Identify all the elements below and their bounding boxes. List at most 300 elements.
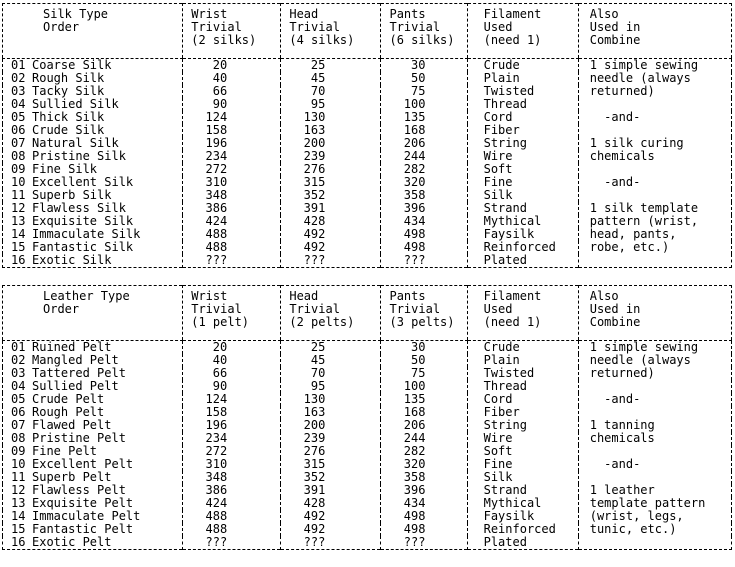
silk-row-16-wrist-cell — [183, 254, 281, 268]
leather-header-also-line: Used in — [589, 302, 641, 316]
silk-row-13-wrist-cell — [183, 215, 281, 228]
head-value: 95 — [310, 380, 326, 393]
wrist-value: 424 — [205, 497, 228, 510]
filament-value: Fiber — [483, 124, 520, 137]
leather-row-15-type-cell — [3, 523, 183, 536]
leather-row-04-type-cell — [3, 380, 183, 393]
silk-row-09-also-cell — [578, 163, 731, 176]
leather-row-01-type-cell — [3, 341, 183, 355]
also-value: head, pants, — [589, 228, 677, 241]
leather-row-08 — [3, 432, 732, 445]
type-value: Superb Pelt — [32, 471, 112, 484]
wrist-value: 124 — [205, 393, 228, 406]
pants-value: 498 — [403, 523, 426, 536]
silk-row-05 — [3, 111, 732, 124]
leather-row-06 — [3, 406, 732, 419]
leather-table-body — [3, 341, 732, 550]
leather-row-07 — [3, 419, 732, 432]
filament-value: Fiber — [483, 406, 520, 419]
head-value: 352 — [303, 471, 326, 484]
silk-row-14-wrist-cell — [183, 228, 281, 241]
silk-row-02 — [3, 72, 732, 85]
filament-value: Fine — [483, 458, 513, 471]
leather-header-also-line: Combine — [589, 315, 641, 329]
leather-row-03-wrist-cell — [183, 367, 281, 380]
silk-row-04 — [3, 98, 732, 111]
leather-row-16-pants-cell — [381, 536, 467, 550]
silk-row-10-filament-cell — [467, 176, 578, 189]
leather-row-10-pants-cell — [381, 458, 467, 471]
type-value: 09 — [11, 445, 26, 458]
silk-row-04-head-cell — [281, 98, 381, 111]
leather-row-01-also-cell — [578, 341, 731, 355]
silk-row-04-also-cell — [578, 98, 731, 111]
head-value: 45 — [310, 354, 326, 367]
silk-row-09-type-cell — [3, 163, 183, 176]
type-value: Ruined Pelt — [32, 340, 112, 354]
leather-row-16-wrist-cell — [183, 536, 281, 550]
pants-value: 358 — [403, 189, 426, 202]
leather-header-filament-line: (need 1) — [483, 315, 542, 329]
head-value: 200 — [303, 419, 326, 432]
type-value: Excellent Pelt — [32, 458, 134, 471]
leather-row-05-type-cell — [3, 393, 183, 406]
type-value: 15 — [11, 523, 26, 536]
wrist-value: 196 — [205, 137, 228, 150]
filament-value: Wire — [483, 150, 513, 163]
leather-header-also — [578, 286, 731, 341]
silk-row-02-pants-cell — [381, 72, 467, 85]
pants-value: 498 — [403, 510, 426, 523]
leather-row-13-filament-cell — [467, 497, 578, 510]
type-value: 10 — [11, 458, 26, 471]
head-value: 391 — [303, 202, 326, 215]
also-value: 1 simple sewing — [589, 58, 699, 72]
type-value: 13 — [11, 497, 26, 510]
leather-row-01-filament-cell — [467, 341, 578, 355]
type-value: 11 — [11, 471, 26, 484]
type-value: 01 — [11, 58, 26, 72]
leather-row-07-head-cell — [281, 419, 381, 432]
silk-header-type — [3, 4, 183, 59]
leather-row-14-pants-cell — [381, 510, 467, 523]
silk-row-10-wrist-cell — [183, 176, 281, 189]
pants-value: 50 — [411, 354, 426, 367]
head-value: 492 — [303, 510, 326, 523]
head-value: 276 — [303, 445, 326, 458]
head-value: 492 — [303, 523, 326, 536]
leather-row-10-type-cell — [3, 458, 183, 471]
leather-row-10-head-cell — [281, 458, 381, 471]
leather-row-09 — [3, 445, 732, 458]
leather-header-type — [3, 286, 183, 341]
silk-row-11-filament-cell — [467, 189, 578, 202]
head-value: 45 — [310, 72, 326, 85]
type-value: Mangled Pelt — [32, 354, 119, 367]
leather-row-09-head-cell — [281, 445, 381, 458]
silk-row-04-type-cell — [3, 98, 183, 111]
pants-value: 282 — [403, 445, 426, 458]
leather-row-15-also-cell — [578, 523, 731, 536]
silk-row-15-pants-cell — [381, 241, 467, 254]
type-value: Natural Silk — [32, 137, 119, 150]
silk-row-05-also-cell — [578, 111, 731, 124]
filament-value: Twisted — [483, 367, 535, 380]
leather-row-12-also-cell — [578, 484, 731, 497]
leather-row-14-wrist-cell — [183, 510, 281, 523]
type-value: Pristine Silk — [32, 150, 126, 163]
silk-row-14 — [3, 228, 732, 241]
leather-row-11-wrist-cell — [183, 471, 281, 484]
silk-row-13-filament-cell — [467, 215, 578, 228]
type-value: 14 — [11, 510, 26, 523]
silk-row-16-filament-cell — [467, 254, 578, 268]
silk-row-03-filament-cell — [467, 85, 578, 98]
silk-row-02-also-cell — [578, 72, 731, 85]
leather-row-09-type-cell — [3, 445, 183, 458]
filament-value: Mythical — [483, 215, 542, 228]
head-value: 130 — [303, 111, 326, 124]
silk-row-03 — [3, 85, 732, 98]
wrist-value: ??? — [205, 536, 228, 549]
filament-value: Strand — [483, 202, 527, 215]
silk-header-also-line: Combine — [589, 33, 641, 47]
type-value: 06 — [11, 406, 26, 419]
silk-row-02-type-cell — [3, 72, 183, 85]
silk-header-head-line: Head — [289, 7, 319, 21]
type-value: 02 — [11, 354, 26, 367]
silk-header-head-line: Trivial — [289, 20, 340, 34]
leather-row-12 — [3, 484, 732, 497]
type-value: 05 — [11, 111, 26, 124]
head-value: ??? — [303, 254, 326, 267]
silk-row-03-type-cell — [3, 85, 183, 98]
also-value: 1 tanning — [589, 419, 655, 432]
leather-row-05-pants-cell — [381, 393, 467, 406]
silk-header-also — [578, 4, 731, 59]
leather-row-08-type-cell — [3, 432, 183, 445]
filament-value: Reinforced — [483, 523, 556, 536]
pants-value: 135 — [403, 393, 426, 406]
type-value: Exotic Silk — [32, 254, 112, 267]
silk-row-06-pants-cell — [381, 124, 467, 137]
type-value: 08 — [11, 432, 26, 445]
silk-header-filament-line: Filament — [483, 7, 542, 21]
leather-header-also-line: Also — [589, 289, 619, 303]
leather-row-04-pants-cell — [381, 380, 467, 393]
filament-value: Wire — [483, 432, 513, 445]
silk-row-07-type-cell — [3, 137, 183, 150]
leather-row-13-pants-cell — [381, 497, 467, 510]
also-value: -and- — [589, 393, 641, 406]
filament-value: Plain — [483, 354, 520, 367]
pants-value: 320 — [403, 176, 426, 189]
silk-row-02-filament-cell — [467, 72, 578, 85]
also-value: 1 simple sewing — [589, 340, 699, 354]
leather-row-15-wrist-cell — [183, 523, 281, 536]
wrist-value: 124 — [205, 111, 228, 124]
wrist-value: 386 — [205, 484, 228, 497]
filament-value: String — [483, 137, 527, 150]
also-value: -and- — [589, 458, 641, 471]
wrist-value: 40 — [212, 72, 228, 85]
silk-row-11-type-cell — [3, 189, 183, 202]
also-value: pattern (wrist, — [589, 215, 699, 228]
leather-row-16-type-cell — [3, 536, 183, 550]
pants-value: 168 — [403, 406, 426, 419]
silk-row-12-filament-cell — [467, 202, 578, 215]
pants-value: 244 — [403, 150, 426, 163]
silk-row-09 — [3, 163, 732, 176]
pants-value: 434 — [403, 215, 426, 228]
leather-header-head-line: Trivial — [289, 302, 340, 316]
type-value: Crude Silk — [32, 124, 105, 137]
head-value: 163 — [303, 406, 326, 419]
leather-row-06-head-cell — [281, 406, 381, 419]
silk-row-05-pants-cell — [381, 111, 467, 124]
also-value: chemicals — [589, 150, 655, 163]
type-value: 01 — [11, 340, 26, 354]
head-value: 163 — [303, 124, 326, 137]
leather-row-07-wrist-cell — [183, 419, 281, 432]
filament-value: Plain — [483, 72, 520, 85]
silk-row-15-head-cell — [281, 241, 381, 254]
leather-row-13-wrist-cell — [183, 497, 281, 510]
type-value: 05 — [11, 393, 26, 406]
pants-value: 75 — [411, 85, 426, 98]
wrist-value: 66 — [212, 367, 228, 380]
silk-row-01-pants-cell — [381, 59, 467, 73]
leather-row-05-head-cell — [281, 393, 381, 406]
leather-row-10-also-cell — [578, 458, 731, 471]
type-value: Crude Pelt — [32, 393, 105, 406]
leather-row-09-pants-cell — [381, 445, 467, 458]
silk-header-filament-line: Used — [483, 20, 513, 34]
type-value: Coarse Silk — [32, 58, 112, 72]
silk-row-11-also-cell — [578, 189, 731, 202]
silk-row-04-pants-cell — [381, 98, 467, 111]
filament-value: Cord — [483, 393, 513, 406]
type-value: 12 — [11, 484, 26, 497]
wrist-value: 272 — [205, 445, 228, 458]
silk-row-08-also-cell — [578, 150, 731, 163]
leather-row-13 — [3, 497, 732, 510]
leather-header-wrist-line: Trivial — [191, 302, 242, 316]
silk-row-01-also-cell — [578, 59, 731, 73]
silk-row-07-filament-cell — [467, 137, 578, 150]
silk-row-11-head-cell — [281, 189, 381, 202]
leather-row-13-head-cell — [281, 497, 381, 510]
type-value: 13 — [11, 215, 26, 228]
silk-row-01 — [3, 59, 732, 73]
leather-row-04 — [3, 380, 732, 393]
leather-row-15-head-cell — [281, 523, 381, 536]
silk-row-12-type-cell — [3, 202, 183, 215]
filament-value: Plated — [483, 536, 527, 549]
silk-row-12-pants-cell — [381, 202, 467, 215]
type-value: 16 — [11, 536, 26, 549]
leather-row-02-wrist-cell — [183, 354, 281, 367]
also-value: (wrist, legs, — [589, 510, 684, 523]
silk-row-13-type-cell — [3, 215, 183, 228]
leather-header-wrist-line: (1 pelt) — [191, 315, 250, 329]
silk-header-pants-line: Pants — [389, 7, 426, 21]
wrist-value: 158 — [205, 124, 228, 137]
wrist-value: 488 — [205, 241, 228, 254]
silk-row-08-wrist-cell — [183, 150, 281, 163]
leather-header-pants — [381, 286, 467, 341]
silk-row-01-wrist-cell — [183, 59, 281, 73]
wrist-value: 20 — [212, 340, 228, 354]
wrist-value: 196 — [205, 419, 228, 432]
leather-row-03 — [3, 367, 732, 380]
leather-row-07-filament-cell — [467, 419, 578, 432]
leather-row-05-also-cell — [578, 393, 731, 406]
leather-row-08-wrist-cell — [183, 432, 281, 445]
type-value: Tacky Silk — [32, 85, 105, 98]
type-value: 16 — [11, 254, 26, 267]
type-value: 07 — [11, 419, 26, 432]
type-value: 10 — [11, 176, 26, 189]
silk-header-pants-line: (6 silks) — [389, 33, 455, 47]
type-value: Fine Pelt — [32, 445, 98, 458]
silk-row-03-also-cell — [578, 85, 731, 98]
leather-row-11-pants-cell — [381, 471, 467, 484]
type-value: 03 — [11, 85, 26, 98]
silk-row-10-also-cell — [578, 176, 731, 189]
type-value: Flawed Pelt — [32, 419, 112, 432]
filament-value: Faysilk — [483, 228, 535, 241]
filament-value: Reinforced — [483, 241, 556, 254]
also-value: tunic, etc.) — [589, 523, 677, 536]
also-value: 1 leather — [589, 484, 655, 497]
leather-row-11-head-cell — [281, 471, 381, 484]
silk-row-13-pants-cell — [381, 215, 467, 228]
silk-header-wrist-line: Wrist — [191, 7, 228, 21]
silk-row-15-type-cell — [3, 241, 183, 254]
silk-header-type-line: Order — [43, 20, 80, 34]
silk-row-04-filament-cell — [467, 98, 578, 111]
type-value: Sullied Silk — [32, 98, 119, 111]
silk-row-04-wrist-cell — [183, 98, 281, 111]
silk-table-header — [3, 4, 732, 59]
silk-header-type-line: Silk Type — [43, 7, 109, 21]
leather-row-06-pants-cell — [381, 406, 467, 419]
leather-row-09-also-cell — [578, 445, 731, 458]
leather-row-02-pants-cell — [381, 354, 467, 367]
leather-row-01-wrist-cell — [183, 341, 281, 355]
leather-header-head-line: (2 pelts) — [289, 315, 355, 329]
pants-value: 320 — [403, 458, 426, 471]
leather-row-14-head-cell — [281, 510, 381, 523]
type-value: 07 — [11, 137, 26, 150]
pants-value: 498 — [403, 228, 426, 241]
pants-value: 206 — [403, 137, 426, 150]
leather-header-wrist — [183, 286, 281, 341]
head-value: 428 — [303, 215, 326, 228]
silk-row-03-pants-cell — [381, 85, 467, 98]
type-value: Exquisite Pelt — [32, 497, 134, 510]
leather-row-08-filament-cell — [467, 432, 578, 445]
type-value: Fantastic Pelt — [32, 523, 134, 536]
silk-row-11-pants-cell — [381, 189, 467, 202]
silk-header-head-line: (4 silks) — [289, 33, 355, 47]
silk-row-10-head-cell — [281, 176, 381, 189]
filament-value: Crude — [483, 340, 520, 354]
silk-row-06-type-cell — [3, 124, 183, 137]
head-value: 200 — [303, 137, 326, 150]
silk-row-09-wrist-cell — [183, 163, 281, 176]
also-value: 1 silk curing — [589, 137, 684, 150]
also-value: -and- — [589, 111, 641, 124]
silk-row-14-type-cell — [3, 228, 183, 241]
leather-header-pants-line: Trivial — [389, 302, 441, 316]
also-value: -and- — [589, 176, 641, 189]
head-value: 70 — [310, 85, 326, 98]
silk-row-16 — [3, 254, 732, 268]
leather-header-head — [281, 286, 381, 341]
silk-header-filament-line: (need 1) — [483, 33, 542, 47]
pants-value: 282 — [403, 163, 426, 176]
leather-row-06-wrist-cell — [183, 406, 281, 419]
leather-row-08-also-cell — [578, 432, 731, 445]
leather-row-10 — [3, 458, 732, 471]
silk-row-14-pants-cell — [381, 228, 467, 241]
leather-row-06-also-cell — [578, 406, 731, 419]
wrist-value: 90 — [212, 98, 228, 111]
leather-row-12-type-cell — [3, 484, 183, 497]
wrist-value: 272 — [205, 163, 228, 176]
head-value: 352 — [303, 189, 326, 202]
silk-row-06 — [3, 124, 732, 137]
type-value: Superb Silk — [32, 189, 112, 202]
leather-header-head-line: Head — [289, 289, 319, 303]
silk-row-07-head-cell — [281, 137, 381, 150]
pants-value: 206 — [403, 419, 426, 432]
type-value: 04 — [11, 380, 26, 393]
wrist-value: 158 — [205, 406, 228, 419]
silk-row-01-head-cell — [281, 59, 381, 73]
silk-row-09-pants-cell — [381, 163, 467, 176]
leather-row-03-type-cell — [3, 367, 183, 380]
leather-row-10-wrist-cell — [183, 458, 281, 471]
leather-header-filament-line: Filament — [483, 289, 542, 303]
silk-row-09-filament-cell — [467, 163, 578, 176]
silk-row-12-also-cell — [578, 202, 731, 215]
type-value: Rough Silk — [32, 72, 105, 85]
leather-row-10-filament-cell — [467, 458, 578, 471]
silk-row-13 — [3, 215, 732, 228]
silk-header-row — [3, 4, 732, 59]
wrist-value: 488 — [205, 510, 228, 523]
silk-row-14-head-cell — [281, 228, 381, 241]
type-value: 09 — [11, 163, 26, 176]
wrist-value: 40 — [212, 354, 228, 367]
silk-row-14-also-cell — [578, 228, 731, 241]
leather-row-01-pants-cell — [381, 341, 467, 355]
pants-value: 396 — [403, 484, 426, 497]
silk-row-08-pants-cell — [381, 150, 467, 163]
type-value: 06 — [11, 124, 26, 137]
head-value: 25 — [310, 340, 326, 354]
type-value: 12 — [11, 202, 26, 215]
filament-value: Thread — [483, 98, 527, 111]
leather-row-11-type-cell — [3, 471, 183, 484]
filament-value: Twisted — [483, 85, 535, 98]
head-value: 315 — [303, 458, 326, 471]
silk-row-08 — [3, 150, 732, 163]
silk-row-11 — [3, 189, 732, 202]
